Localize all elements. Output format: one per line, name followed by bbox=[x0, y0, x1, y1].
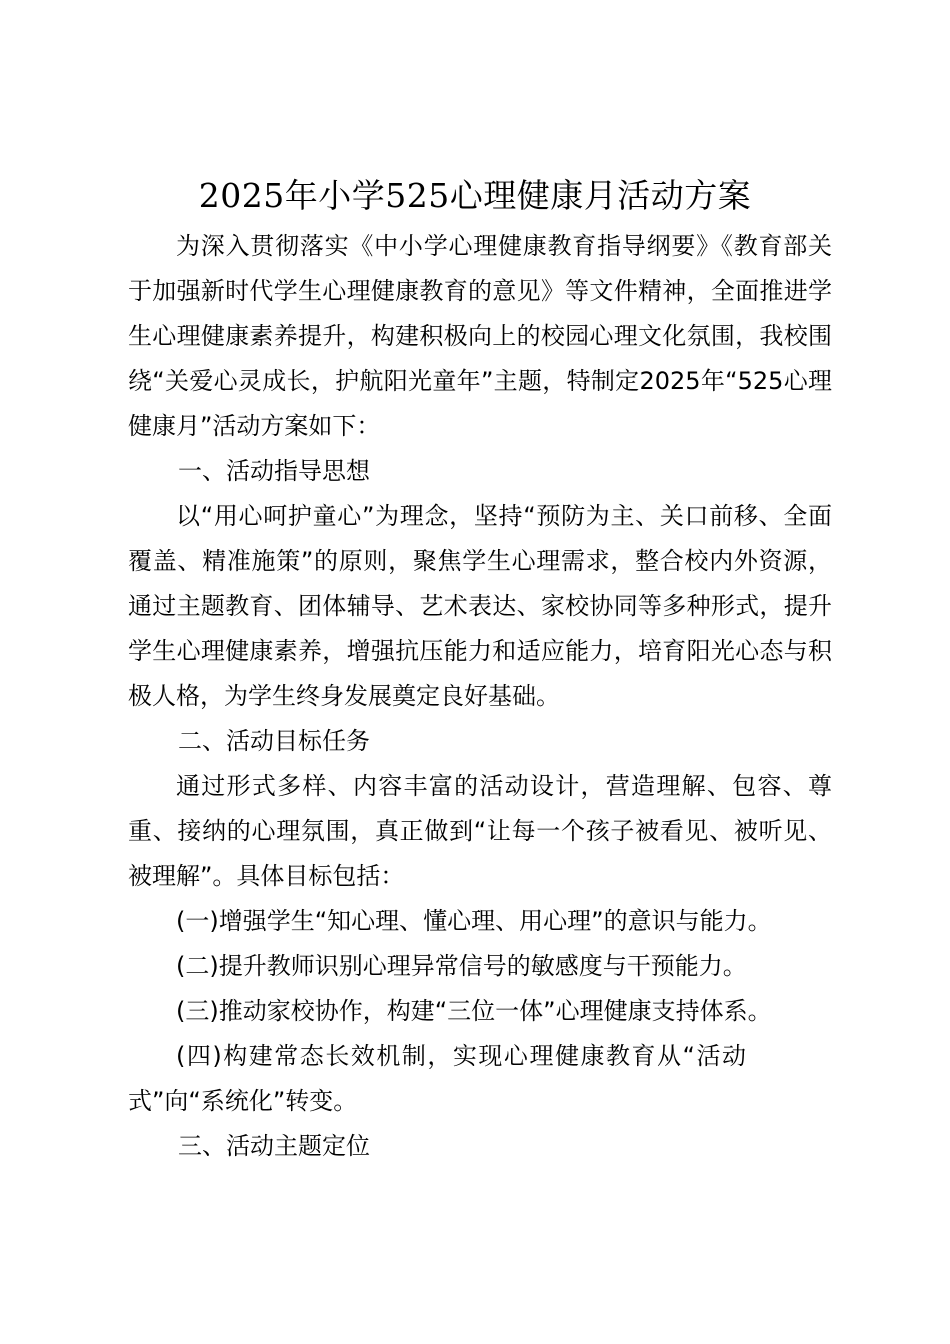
goals-paragraph: 通过形式多样、内容丰富的活动设计，营造理解、包容、尊重、接纳的心理氛围，真正做到“让每一个孩子被看见、被听见、被理解”。具体目标包括： bbox=[128, 772, 832, 890]
goal-item-2: (二)提升教师识别心理异常信号的敏感度与干预能力。 bbox=[176, 952, 747, 980]
document-body bbox=[128, 224, 832, 1169]
goal-item-3: (三)推动家校协作，构建“三位一体”心理健康支持体系。 bbox=[176, 997, 772, 1025]
section-heading-goals: 二、活动目标任务 bbox=[178, 727, 370, 755]
goal-item-1: (一)增强学生“知心理、懂心理、用心理”的意识与能力。 bbox=[176, 907, 772, 935]
guiding-thought-paragraph: 以“用心呵护童心”为理念，坚持“预防为主、关口前移、全面覆盖、精准施策”的原则，聚焦学生心理需求，整合校内外资源，通过主题教育、团体辅导、艺术表达、家校协同等多种形式，提升学生心理健康素养，增强抗压能力和适应能力，培育阳光心态与积极人格，为学生终身发展奠定良好基础。 bbox=[128, 502, 832, 710]
section-heading-guiding-thought: 一、活动指导思想 bbox=[178, 457, 370, 485]
document-title: 2025年小学525心理健康月活动方案 bbox=[198, 176, 752, 215]
intro-paragraph: 为深入贯彻落实《中小学心理健康教育指导纲要》《教育部关于加强新时代学生心理健康教育的意见》等文件精神，全面推进学生心理健康素养提升，构建积极向上的校园心理文化氛围，我校围绕“关爱心灵成长，护航阳光童年”主题，特制定2025年“525心理健康月”活动方案如下： bbox=[128, 232, 832, 440]
section-heading-theme: 三、活动主题定位 bbox=[178, 1132, 370, 1160]
goal-item-4: (四)构建常态长效机制，实现心理健康教育从“活动式”向“系统化”转变。 bbox=[128, 1042, 746, 1115]
